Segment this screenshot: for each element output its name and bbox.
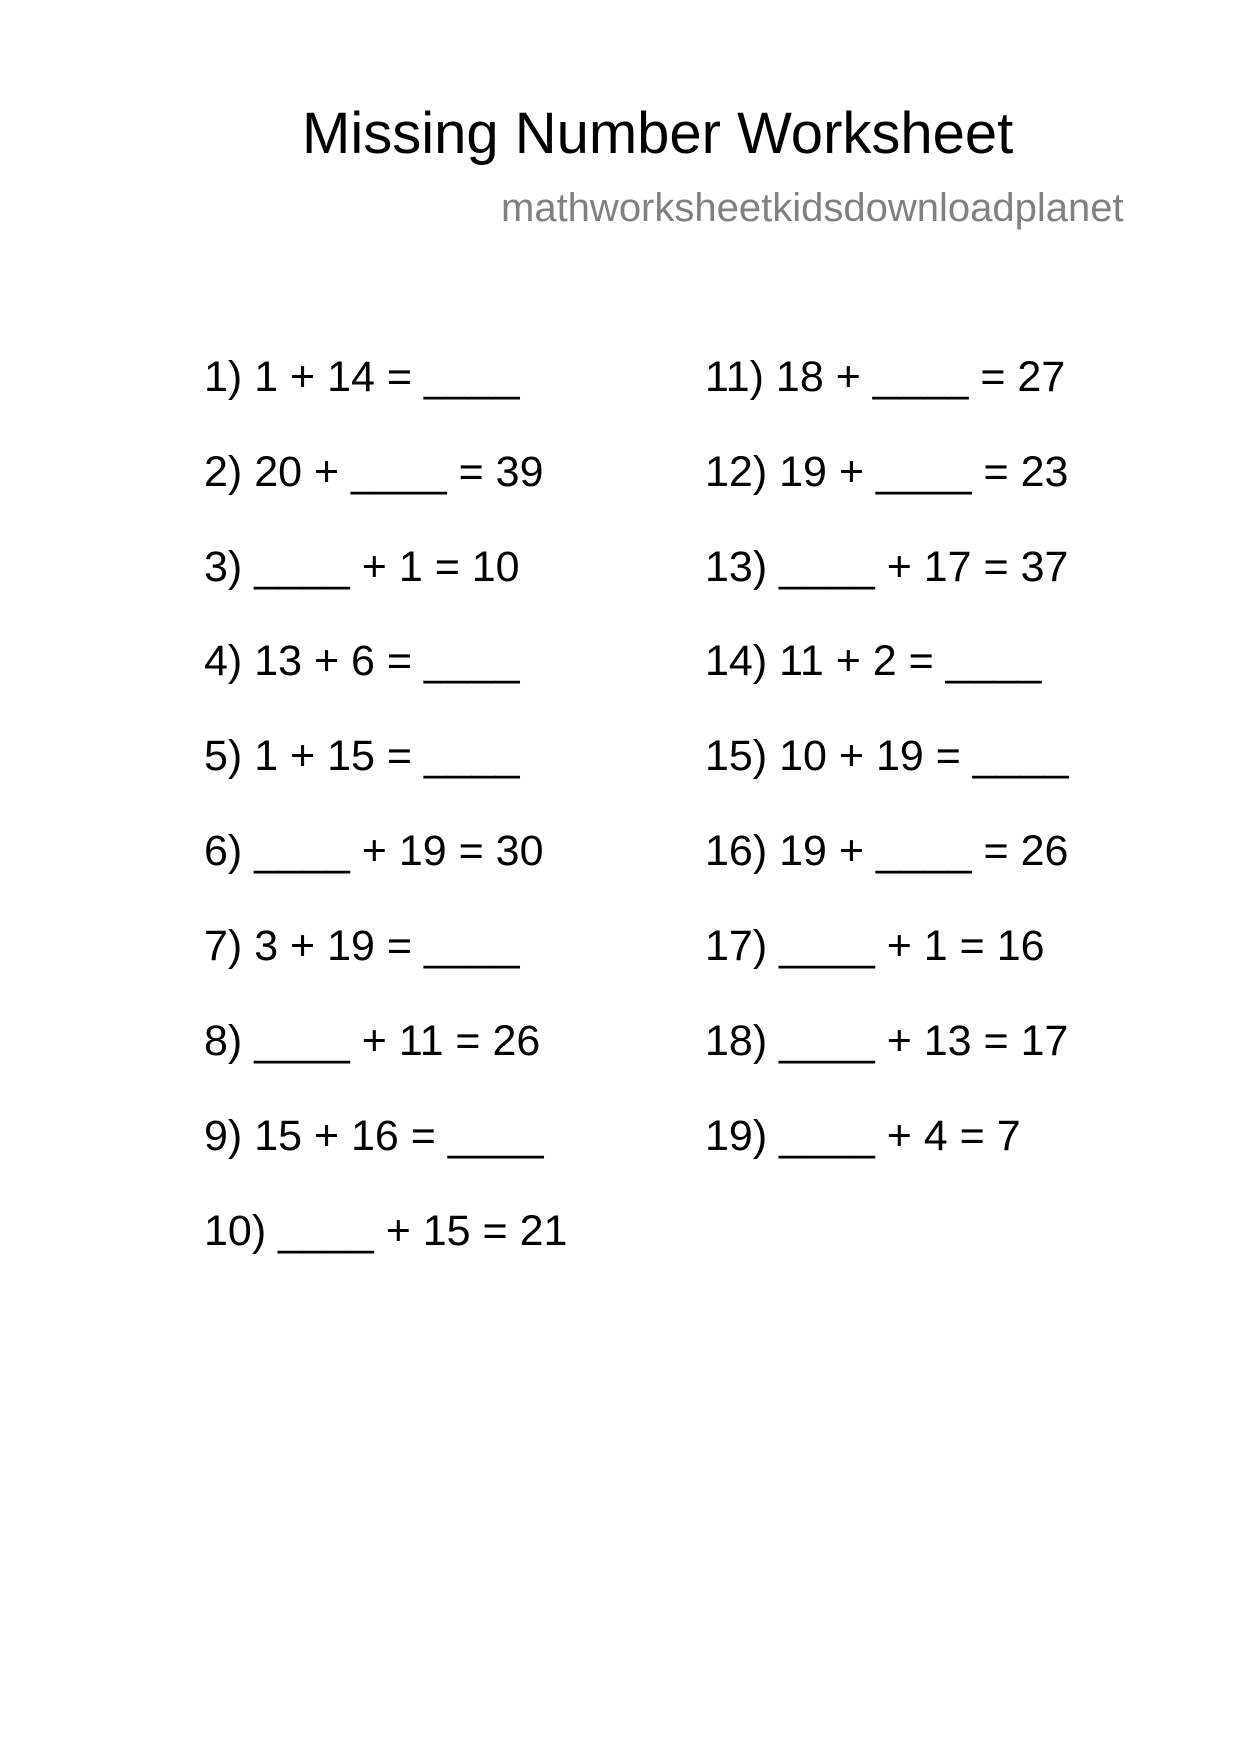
problem-equation: 18 + ____ = 27 bbox=[775, 353, 1066, 401]
problem-number: 15) bbox=[705, 732, 768, 780]
worksheet-source-label: mathworksheetkidsdownloadplanet bbox=[501, 186, 1124, 230]
problem-item bbox=[204, 1206, 567, 1256]
problem-equation: ____ + 19 = 30 bbox=[254, 827, 544, 875]
problem-number: 8) bbox=[204, 1017, 243, 1065]
problem-number: 16) bbox=[705, 827, 768, 875]
problem-item bbox=[204, 731, 520, 781]
problem-equation: 1 + 15 = ____ bbox=[254, 732, 520, 780]
problem-equation: 11 + 2 = ____ bbox=[779, 637, 1042, 685]
problem-number: 5) bbox=[204, 732, 243, 780]
problem-item bbox=[705, 1111, 1021, 1161]
problem-item bbox=[204, 921, 520, 971]
problem-number: 11) bbox=[705, 353, 764, 401]
problem-equation: 13 + 6 = ____ bbox=[254, 637, 520, 685]
problem-equation: ____ + 1 = 10 bbox=[254, 543, 520, 591]
problem-item bbox=[705, 921, 1045, 971]
problem-item bbox=[204, 542, 520, 592]
problem-number: 4) bbox=[204, 637, 243, 685]
problem-number: 3) bbox=[204, 543, 243, 591]
problem-equation: ____ + 11 = 26 bbox=[254, 1017, 541, 1065]
problem-equation: 15 + 16 = ____ bbox=[254, 1112, 544, 1160]
problem-equation: 19 + ____ = 26 bbox=[779, 827, 1069, 875]
problem-item bbox=[204, 447, 544, 497]
problem-number: 12) bbox=[705, 448, 768, 496]
problem-item bbox=[204, 636, 520, 686]
problem-number: 1) bbox=[204, 353, 243, 401]
problem-number: 9) bbox=[204, 1112, 243, 1160]
problem-number: 13) bbox=[705, 543, 768, 591]
problem-equation: 10 + 19 = ____ bbox=[779, 732, 1069, 780]
problem-item bbox=[204, 352, 520, 402]
worksheet-title: Missing Number Worksheet bbox=[302, 101, 1014, 166]
problem-number: 18) bbox=[705, 1017, 768, 1065]
problem-equation: 20 + ____ = 39 bbox=[254, 448, 544, 496]
problem-item bbox=[705, 352, 1065, 402]
problem-item bbox=[705, 731, 1068, 781]
problem-item bbox=[204, 1016, 540, 1066]
problem-equation: 19 + ____ = 23 bbox=[779, 448, 1069, 496]
problem-equation: 3 + 19 = ____ bbox=[254, 922, 520, 970]
problem-item bbox=[204, 826, 544, 876]
problem-number: 7) bbox=[204, 922, 243, 970]
problem-equation: ____ + 1 = 16 bbox=[779, 922, 1045, 970]
problem-number: 10) bbox=[204, 1207, 267, 1255]
problem-equation: ____ + 13 = 17 bbox=[779, 1017, 1069, 1065]
problem-equation: ____ + 17 = 37 bbox=[779, 543, 1069, 591]
problem-number: 2) bbox=[204, 448, 243, 496]
problem-item bbox=[204, 1111, 544, 1161]
problem-item bbox=[705, 826, 1068, 876]
problem-equation: 1 + 14 = ____ bbox=[254, 353, 520, 401]
problem-item bbox=[705, 1016, 1068, 1066]
problem-item bbox=[705, 636, 1041, 686]
problem-equation: ____ + 4 = 7 bbox=[779, 1112, 1021, 1160]
problem-number: 6) bbox=[204, 827, 243, 875]
problem-number: 17) bbox=[705, 922, 768, 970]
problem-item bbox=[705, 447, 1068, 497]
problem-number: 14) bbox=[705, 637, 768, 685]
problem-equation: ____ + 15 = 21 bbox=[278, 1207, 568, 1255]
problem-item bbox=[705, 542, 1068, 592]
problem-number: 19) bbox=[705, 1112, 768, 1160]
